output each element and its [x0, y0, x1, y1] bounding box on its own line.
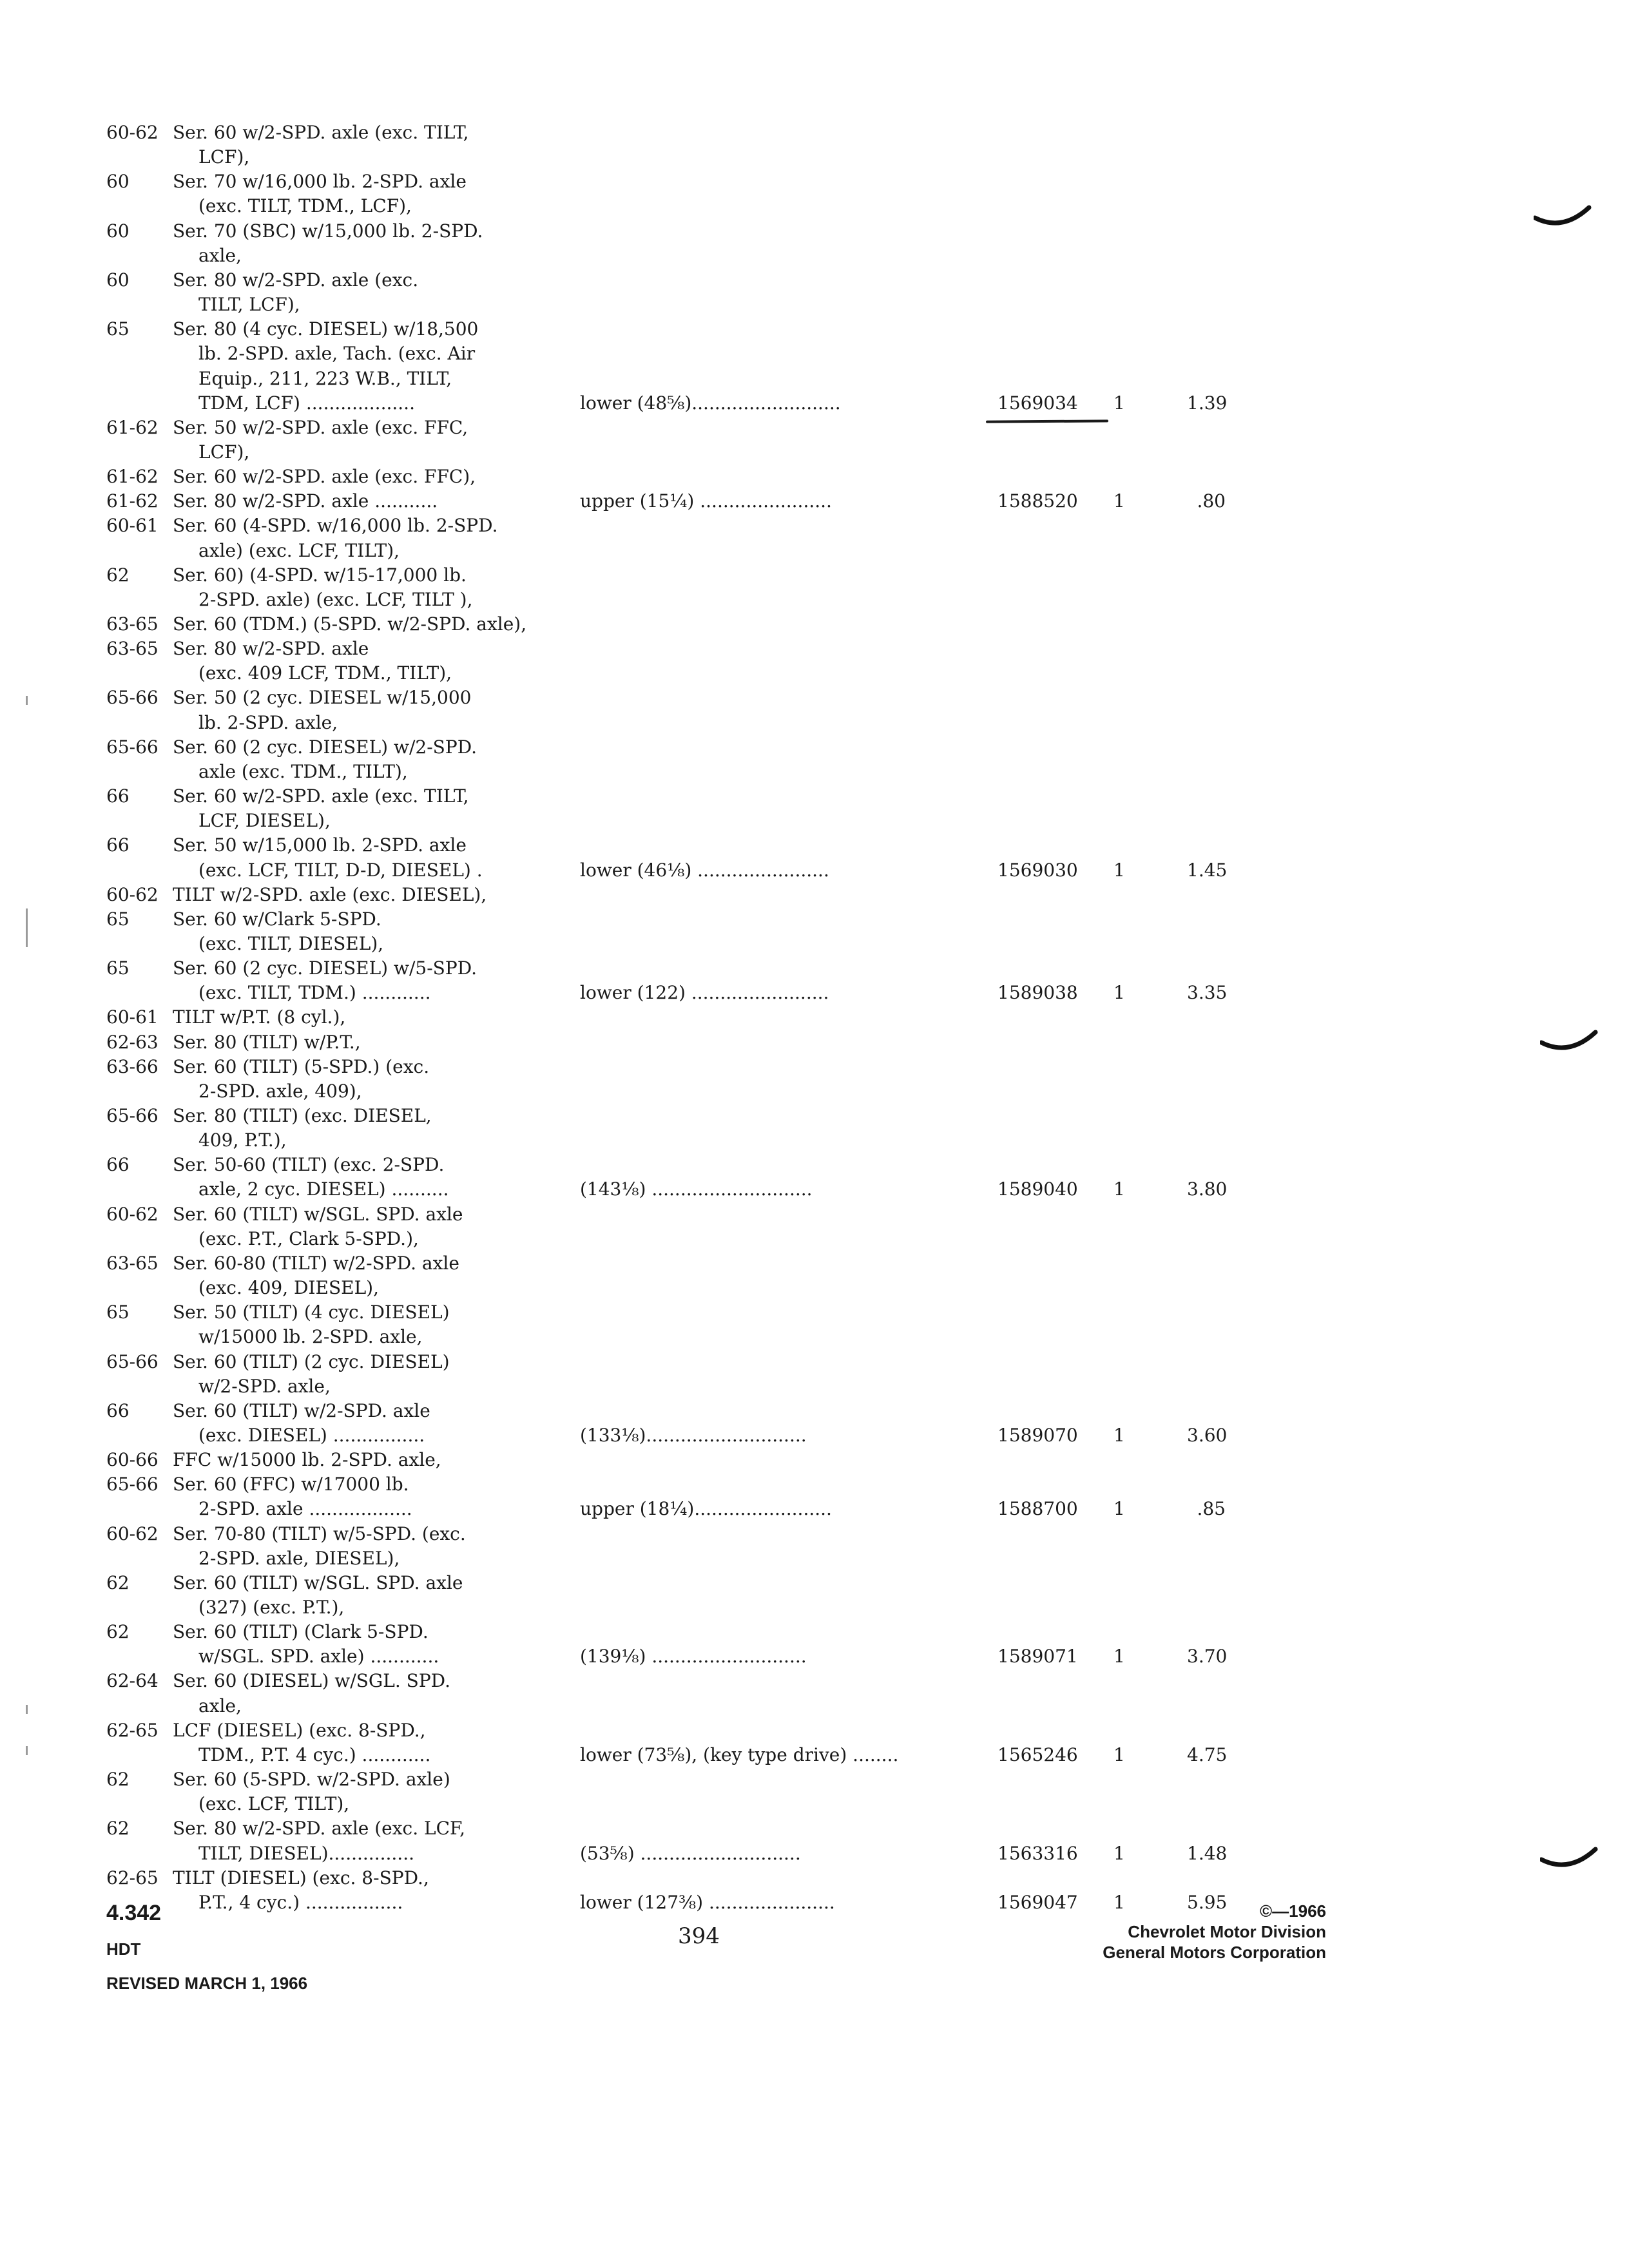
- listing-row: [0, 808, 1629, 834]
- model-years: 60-62: [106, 884, 159, 905]
- section-number: 4.342: [106, 1901, 162, 1925]
- application-text: Ser. 60 (TILT) (Clark 5-SPD.: [173, 1621, 429, 1642]
- binder-hole-mark-middle: [1540, 1030, 1598, 1055]
- listing-row: [0, 685, 1629, 711]
- model-years: 60-62: [106, 1523, 159, 1544]
- model-years: 63-65: [106, 638, 159, 659]
- listing-row: [0, 1374, 1629, 1399]
- application-text: w/2-SPD. axle,: [198, 1376, 331, 1397]
- listing-row: [0, 1619, 1629, 1645]
- listing-row: [0, 1423, 1629, 1448]
- listing-row: [0, 415, 1629, 441]
- application-text: axle,: [198, 1695, 242, 1716]
- listing-row: [0, 735, 1629, 760]
- application-text: Ser. 60 w/2-SPD. axle (exc. TILT,: [173, 785, 469, 807]
- listing-row: [0, 390, 1629, 416]
- listing-row: [0, 759, 1629, 785]
- model-years: 60-61: [106, 1006, 159, 1028]
- part-description: (143⅛) ............................: [580, 1178, 813, 1200]
- model-years: 62: [106, 1769, 130, 1790]
- part-description: (53⅝) ............................: [580, 1843, 801, 1864]
- listing-row: [0, 1865, 1629, 1891]
- part-number: 1569034: [998, 392, 1078, 414]
- listing-row: [0, 1226, 1629, 1252]
- model-years: 65: [106, 957, 130, 979]
- listing-row: [0, 1570, 1629, 1596]
- model-years: 65: [106, 318, 130, 340]
- application-text: (exc. P.T., Clark 5-SPD.),: [198, 1228, 419, 1249]
- application-text: Ser. 80 (TILT) (exc. DIESEL,: [173, 1105, 432, 1126]
- part-description: lower (122) ........................: [580, 982, 829, 1003]
- binder-hole-mark-top: [1534, 205, 1592, 231]
- application-text: (exc. 409, DIESEL),: [198, 1277, 379, 1298]
- listing-row: [0, 169, 1629, 195]
- model-years: 62: [106, 1572, 130, 1593]
- quantity: 1: [1113, 1425, 1125, 1446]
- application-text: Ser. 50 w/15,000 lb. 2-SPD. axle: [173, 834, 467, 856]
- margin-speck: [26, 696, 28, 705]
- application-text: Ser. 60 (TDM.) (5-SPD. w/2-SPD. axle),: [173, 613, 527, 635]
- model-years: 65: [106, 1302, 130, 1323]
- application-text: TILT, LCF),: [198, 294, 300, 315]
- listing-row: [0, 1521, 1629, 1547]
- application-text: Ser. 60 w/2-SPD. axle (exc. FFC),: [173, 466, 476, 487]
- application-text: (exc. LCF, TILT),: [198, 1793, 350, 1814]
- application-text: TDM, LCF) ...................: [198, 392, 415, 414]
- model-years: 62-63: [106, 1032, 159, 1053]
- listing-row: [0, 292, 1629, 318]
- application-text: LCF, DIESEL),: [198, 810, 331, 831]
- application-text: axle, 2 cyc. DIESEL) ..........: [198, 1178, 449, 1200]
- price: 4.75: [1187, 1744, 1228, 1765]
- listing-row: [0, 1644, 1629, 1669]
- part-number: 1569047: [998, 1892, 1078, 1913]
- part-description: (139⅛) ...........................: [580, 1646, 807, 1667]
- part-number: 1563316: [998, 1843, 1078, 1864]
- application-text: (exc. DIESEL) ................: [198, 1425, 425, 1446]
- price: 1.48: [1187, 1843, 1228, 1864]
- listing-row: [0, 710, 1629, 736]
- listing-row: [0, 144, 1629, 170]
- price: 3.80: [1187, 1178, 1228, 1200]
- application-text: axle) (exc. LCF, TILT),: [198, 540, 400, 561]
- margin-speck: [26, 1746, 28, 1755]
- model-years: 60-62: [106, 122, 159, 143]
- listing-row: [0, 1496, 1629, 1522]
- listing-row: [0, 1004, 1629, 1030]
- application-text: Ser. 50-60 (TILT) (exc. 2-SPD.: [173, 1154, 445, 1175]
- listing-row: [0, 1791, 1629, 1817]
- application-text: Ser. 60 (TILT) w/SGL. SPD. axle: [173, 1572, 463, 1593]
- listing-row: [0, 1300, 1629, 1325]
- part-description: upper (15¼) .......................: [580, 490, 832, 512]
- listing-row: [0, 1202, 1629, 1227]
- application-text: Equip., 211, 223 W.B., TILT,: [198, 368, 452, 389]
- application-text: Ser. 70 w/16,000 lb. 2-SPD. axle: [173, 171, 467, 192]
- listing-row: [0, 193, 1629, 219]
- price: 1.39: [1187, 392, 1228, 414]
- listing-row: [0, 1398, 1629, 1424]
- listing-row: [0, 538, 1629, 564]
- application-text: (exc. LCF, TILT, D-D, DIESEL) .: [198, 860, 483, 881]
- price: .80: [1197, 490, 1226, 512]
- application-text: FFC w/15000 lb. 2-SPD. axle,: [173, 1449, 441, 1470]
- application-text: 2-SPD. axle) (exc. LCF, TILT ),: [198, 589, 473, 610]
- application-text: TILT w/P.T. (8 cyl.),: [173, 1006, 346, 1028]
- listing-row: [0, 636, 1629, 662]
- price: 3.60: [1187, 1425, 1228, 1446]
- model-years: 65-66: [106, 736, 159, 758]
- application-text: Ser. 60 (TILT) w/SGL. SPD. axle: [173, 1204, 463, 1225]
- application-text: Ser. 60 w/Clark 5-SPD.: [173, 908, 381, 930]
- listing-row: [0, 1251, 1629, 1276]
- application-text: LCF),: [198, 146, 250, 168]
- listing-row: [0, 956, 1629, 981]
- listing-row: [0, 1152, 1629, 1178]
- application-text: (exc. TILT, TDM., LCF),: [198, 195, 412, 216]
- part-number: 1589071: [998, 1646, 1078, 1667]
- application-text: Ser. 60 (4-SPD. w/16,000 lb. 2-SPD.: [173, 515, 498, 536]
- copyright: ©—1966: [1260, 1901, 1326, 1921]
- application-text: w/15000 lb. 2-SPD. axle,: [198, 1326, 423, 1347]
- listing-row: [0, 858, 1629, 883]
- price: 1.45: [1187, 860, 1228, 881]
- model-years: 61-62: [106, 466, 159, 487]
- series-code: HDT: [106, 1939, 141, 1959]
- part-number: 1589038: [998, 982, 1078, 1003]
- application-text: (exc. 409 LCF, TDM., TILT),: [198, 662, 452, 684]
- listing-row: [0, 1079, 1629, 1104]
- listing-row: [0, 611, 1629, 637]
- application-text: Ser. 60) (4-SPD. w/15-17,000 lb.: [173, 564, 467, 586]
- listing-row: [0, 218, 1629, 244]
- listing-row: [0, 980, 1629, 1006]
- model-years: 66: [106, 1154, 130, 1175]
- model-years: 63-65: [106, 613, 159, 635]
- model-years: 62: [106, 1818, 130, 1839]
- model-years: 65: [106, 908, 130, 930]
- application-text: Ser. 70 (SBC) w/15,000 lb. 2-SPD.: [173, 220, 483, 242]
- model-years: 61-62: [106, 490, 159, 512]
- model-years: 60: [106, 171, 130, 192]
- listing-row: [0, 1472, 1629, 1497]
- application-text: Ser. 60 (2 cyc. DIESEL) w/5-SPD.: [173, 957, 477, 979]
- application-text: Ser. 50 w/2-SPD. axle (exc. FFC,: [173, 417, 468, 438]
- listing-row: [0, 783, 1629, 809]
- listing-row: [0, 832, 1629, 858]
- listing-row: [0, 1767, 1629, 1792]
- listing-row: [0, 1668, 1629, 1694]
- application-text: Ser. 80 w/2-SPD. axle ...........: [173, 490, 438, 512]
- corporation-name: General Motors Corporation: [1103, 1943, 1326, 1962]
- listing-row: [0, 439, 1629, 465]
- application-text: Ser. 60 (TILT) (5-SPD.) (exc.: [173, 1056, 430, 1077]
- listing-row: [0, 120, 1629, 146]
- part-description: (133⅛)............................: [580, 1425, 807, 1446]
- listing-row: [0, 1742, 1629, 1768]
- listing-row: [0, 1349, 1629, 1375]
- part-number: 1565246: [998, 1744, 1078, 1765]
- application-text: LCF (DIESEL) (exc. 8-SPD.,: [173, 1720, 426, 1741]
- model-years: 60: [106, 269, 130, 291]
- application-text: Ser. 80 (TILT) w/P.T.,: [173, 1032, 361, 1053]
- application-text: 409, P.T.),: [198, 1129, 287, 1151]
- model-years: 60-61: [106, 515, 159, 536]
- listing-row: [0, 1447, 1629, 1473]
- margin-speck: [26, 908, 28, 947]
- price: 3.70: [1187, 1646, 1228, 1667]
- binder-hole-mark-bottom: [1540, 1847, 1598, 1872]
- application-text: Ser. 80 w/2-SPD. axle (exc.: [173, 269, 419, 291]
- model-years: 65-66: [106, 1474, 159, 1495]
- model-years: 63-66: [106, 1056, 159, 1077]
- application-text: 2-SPD. axle ..................: [198, 1498, 412, 1519]
- model-years: 66: [106, 785, 130, 807]
- listing-row: [0, 464, 1629, 490]
- listing-row: [0, 1275, 1629, 1301]
- model-years: 65-66: [106, 1105, 159, 1126]
- model-years: 60-62: [106, 1204, 159, 1225]
- application-text: Ser. 60 (TILT) (2 cyc. DIESEL): [173, 1351, 450, 1372]
- listing-row: [0, 907, 1629, 932]
- listing-row: [0, 1595, 1629, 1620]
- listing-row: [0, 587, 1629, 613]
- application-text: lb. 2-SPD. axle,: [198, 712, 338, 733]
- listing-row: [0, 1128, 1629, 1153]
- listing-row: [0, 1054, 1629, 1080]
- price: 5.95: [1187, 1892, 1228, 1913]
- model-years: 62: [106, 564, 130, 586]
- listing-row: [0, 1177, 1629, 1202]
- quantity: 1: [1113, 1498, 1125, 1519]
- margin-speck: [26, 1705, 28, 1714]
- model-years: 60-66: [106, 1449, 159, 1470]
- model-years: 63-65: [106, 1253, 159, 1274]
- listing-row: [0, 1324, 1629, 1350]
- listing-row: [0, 1816, 1629, 1841]
- listing-row: [0, 1103, 1629, 1129]
- quantity: 1: [1113, 1843, 1125, 1864]
- quantity: 1: [1113, 1178, 1125, 1200]
- listing-row: [0, 488, 1629, 514]
- listing-row: [0, 882, 1629, 908]
- application-text: TILT, DIESEL)...............: [198, 1843, 415, 1864]
- listing-row: [0, 1546, 1629, 1571]
- listing-row: [0, 243, 1629, 269]
- listing-row: [0, 1841, 1629, 1867]
- model-years: 66: [106, 1400, 130, 1421]
- quantity: 1: [1113, 490, 1125, 512]
- application-text: P.T., 4 cyc.) .................: [198, 1892, 403, 1913]
- quantity: 1: [1113, 860, 1125, 881]
- application-text: LCF),: [198, 441, 250, 463]
- application-text: Ser. 80 w/2-SPD. axle: [173, 638, 369, 659]
- application-text: Ser. 50 (TILT) (4 cyc. DIESEL): [173, 1302, 450, 1323]
- application-text: Ser. 80 w/2-SPD. axle (exc. LCF,: [173, 1818, 466, 1839]
- model-years: 60: [106, 220, 130, 242]
- application-text: axle (exc. TDM., TILT),: [198, 761, 408, 782]
- application-text: axle,: [198, 245, 242, 266]
- application-text: Ser. 60 (2 cyc. DIESEL) w/2-SPD.: [173, 736, 477, 758]
- application-text: TILT w/2-SPD. axle (exc. DIESEL),: [173, 884, 487, 905]
- application-text: Ser. 80 (4 cyc. DIESEL) w/18,500: [173, 318, 479, 340]
- price: 3.35: [1187, 982, 1228, 1003]
- part-description: lower (127⅜) ......................: [580, 1892, 835, 1913]
- division-name: Chevrolet Motor Division: [1128, 1922, 1326, 1941]
- application-text: Ser. 70-80 (TILT) w/5-SPD. (exc.: [173, 1523, 466, 1544]
- model-years: 66: [106, 834, 130, 856]
- quantity: 1: [1113, 1744, 1125, 1765]
- listing-row: [0, 267, 1629, 293]
- listing-row: [0, 316, 1629, 342]
- listing-row: [0, 341, 1629, 367]
- part-number: 1588700: [998, 1498, 1078, 1519]
- application-text: 2-SPD. axle, 409),: [198, 1081, 362, 1102]
- application-text: TDM., P.T. 4 cyc.) ............: [198, 1744, 431, 1765]
- part-description: lower (73⅝), (key type drive) ........: [580, 1744, 899, 1765]
- page-number: 394: [678, 1923, 720, 1949]
- application-text: (327) (exc. P.T.),: [198, 1597, 345, 1618]
- listing-row: [0, 1693, 1629, 1719]
- application-text: TILT (DIESEL) (exc. 8-SPD.,: [173, 1867, 429, 1888]
- model-years: 62: [106, 1621, 130, 1642]
- application-text: w/SGL. SPD. axle) ............: [198, 1646, 439, 1667]
- quantity: 1: [1113, 982, 1125, 1003]
- quantity: 1: [1113, 1892, 1125, 1913]
- model-years: 62-65: [106, 1720, 159, 1741]
- part-number: 1569030: [998, 860, 1078, 881]
- model-years: 62-65: [106, 1867, 159, 1888]
- application-text: lb. 2-SPD. axle, Tach. (exc. Air: [198, 343, 476, 364]
- listing-row: [0, 366, 1629, 392]
- application-text: Ser. 60 (TILT) w/2-SPD. axle: [173, 1400, 430, 1421]
- quantity: 1: [1113, 1646, 1125, 1667]
- part-number: 1589040: [998, 1178, 1078, 1200]
- listing-row: [0, 513, 1629, 539]
- model-years: 62-64: [106, 1670, 159, 1691]
- listing-row: [0, 931, 1629, 957]
- application-text: Ser. 50 (2 cyc. DIESEL w/15,000: [173, 687, 472, 708]
- application-text: Ser. 60 (DIESEL) w/SGL. SPD.: [173, 1670, 451, 1691]
- part-description: upper (18¼)........................: [580, 1498, 832, 1519]
- application-text: Ser. 60 (5-SPD. w/2-SPD. axle): [173, 1769, 450, 1790]
- application-text: Ser. 60 (FFC) w/17000 lb.: [173, 1474, 409, 1495]
- application-text: (exc. TILT, TDM.) ............: [198, 982, 431, 1003]
- revision-date: REVISED MARCH 1, 1966: [106, 1974, 308, 1993]
- listing-row: [0, 1030, 1629, 1055]
- quantity: 1: [1113, 392, 1125, 414]
- application-text: Ser. 60-80 (TILT) w/2-SPD. axle: [173, 1253, 459, 1274]
- model-years: 65-66: [106, 687, 159, 708]
- application-text: (exc. TILT, DIESEL),: [198, 933, 384, 954]
- part-number: 1588520: [998, 490, 1078, 512]
- part-description: lower (48⅝)..........................: [580, 392, 841, 414]
- listing-row: [0, 1890, 1629, 1916]
- price: .85: [1197, 1498, 1226, 1519]
- listing-row: [0, 562, 1629, 588]
- application-text: Ser. 60 w/2-SPD. axle (exc. TILT,: [173, 122, 469, 143]
- part-description: lower (46⅛) .......................: [580, 860, 829, 881]
- model-years: 61-62: [106, 417, 159, 438]
- part-number: 1589070: [998, 1425, 1078, 1446]
- listing-row: [0, 1718, 1629, 1744]
- application-text: 2-SPD. axle, DIESEL),: [198, 1548, 400, 1569]
- model-years: 65-66: [106, 1351, 159, 1372]
- listing-row: [0, 660, 1629, 686]
